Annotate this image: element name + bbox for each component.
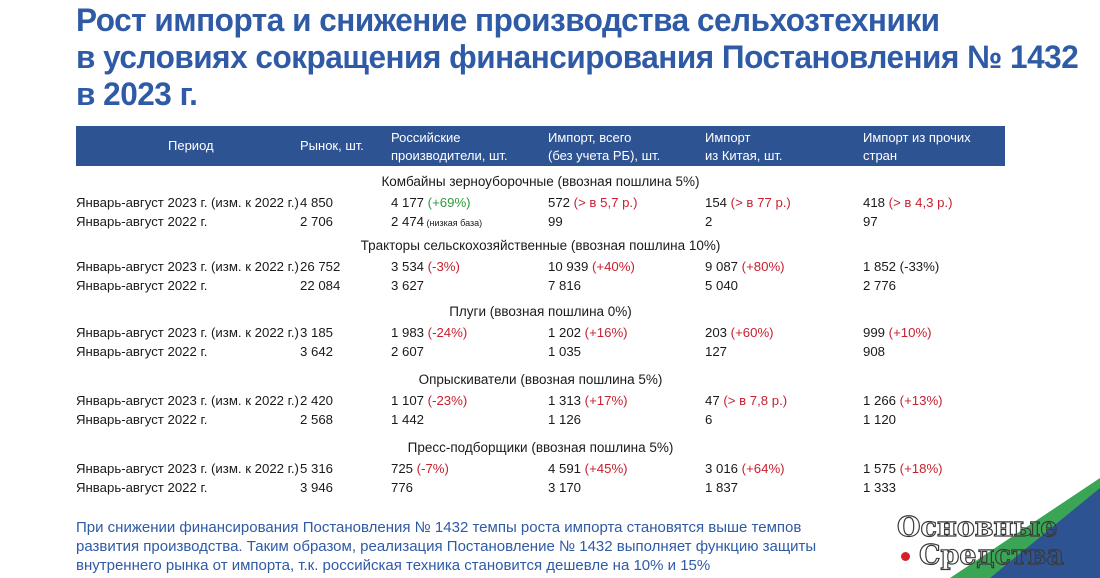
cell-ru: [391, 277, 424, 295]
cell-market: [300, 411, 333, 429]
cell-imp: [548, 324, 628, 342]
cell-value: 5 316: [300, 461, 334, 476]
cell-oth: [863, 324, 932, 342]
cell-value: 26 752: [300, 259, 341, 274]
cell-oth: [863, 460, 943, 478]
cell-oth: [863, 258, 939, 276]
cell-value: Январь-август 2022 г.: [76, 278, 208, 293]
change-badge: (+10%): [885, 325, 932, 340]
cell-value: 1 107: [391, 393, 425, 408]
cell-cn: [705, 213, 712, 231]
cell-value: 1 983: [391, 325, 425, 340]
cell-value: 1 575: [863, 461, 897, 476]
cell-value: Январь-август 2022 г.: [76, 412, 208, 427]
cell-value: 3 185: [300, 325, 334, 340]
cell-value: 9 087: [705, 259, 739, 274]
cell-period: [76, 194, 299, 212]
change-badge: (+40%): [588, 259, 635, 274]
change-badge: (+60%): [727, 325, 774, 340]
cell-cn: [705, 460, 785, 478]
cell-ru: [391, 392, 467, 410]
header-import-total: [548, 129, 660, 165]
cell-imp: [548, 392, 628, 410]
cell-imp: [548, 479, 581, 497]
cell-market: [300, 194, 333, 212]
change-badge: (+80%): [738, 259, 785, 274]
cell-period: [76, 277, 207, 295]
low-base-note: (низкая база): [424, 218, 483, 228]
cell-market: [300, 392, 333, 410]
table-row: [76, 343, 1005, 361]
cell-value: 3 642: [300, 344, 334, 359]
change-badge: (-33%): [896, 259, 940, 274]
cell-value: 3 170: [548, 480, 582, 495]
cell-value: 776: [391, 480, 414, 495]
cell-value: 4 591: [548, 461, 582, 476]
cell-ru: [391, 194, 471, 212]
cell-period: [76, 213, 207, 231]
cell-imp: [548, 460, 628, 478]
change-badge: (+18%): [896, 461, 943, 476]
cell-value: 1 202: [548, 325, 582, 340]
cell-value: 3 534: [391, 259, 425, 274]
cell-value: 1 333: [863, 480, 897, 495]
header-market: Рынок, шт.: [300, 138, 364, 153]
cell-ru: [391, 324, 467, 342]
cell-value: 1 035: [548, 344, 582, 359]
cell-ru: [391, 411, 424, 429]
cell-value: 1 126: [548, 412, 582, 427]
change-badge: (+17%): [581, 393, 628, 408]
cell-value: 97: [863, 214, 878, 229]
cell-period: [76, 479, 207, 497]
logo-line-1: Основные: [897, 512, 1058, 543]
cell-value: 725: [391, 461, 414, 476]
header-china-line1: Импорт: [705, 130, 751, 145]
cell-value: 2 776: [863, 278, 897, 293]
cell-value: 1 313: [548, 393, 582, 408]
change-badge: (-3%): [424, 259, 460, 274]
cell-value: Январь-август 2023 г. (изм. к 2022 г.): [76, 325, 299, 340]
cell-value: 3 627: [391, 278, 425, 293]
cell-period: [76, 258, 299, 276]
table-header: [76, 126, 1005, 181]
cell-cn: [705, 277, 738, 295]
change-badge: (+13%): [896, 393, 943, 408]
cell-market: [300, 479, 333, 497]
cell-imp: [548, 411, 581, 429]
change-badge: (+45%): [581, 461, 628, 476]
cell-value: 1 266: [863, 393, 897, 408]
cell-value: 203: [705, 325, 728, 340]
cell-value: 2 568: [300, 412, 334, 427]
cell-imp: [548, 277, 581, 295]
table-row: [76, 277, 1005, 295]
cell-market: [300, 460, 333, 478]
header-russian-line2: производители, шт.: [391, 148, 508, 163]
table-row: [76, 258, 1005, 276]
cell-value: 418: [863, 195, 886, 210]
cell-cn: [705, 324, 774, 342]
cell-period: [76, 411, 207, 429]
change-badge: (-7%): [413, 461, 449, 476]
cell-cn: [705, 258, 785, 276]
data-table: [76, 126, 1005, 495]
section-title: Комбайны зерноуборочные (ввозная пошлина 5%): [381, 174, 700, 189]
cell-value: 572: [548, 195, 571, 210]
cell-oth: [863, 411, 896, 429]
cell-value: Январь-август 2022 г.: [76, 344, 208, 359]
header-other-line2: (без учета РБ), шт.: [863, 166, 976, 181]
logo: [895, 512, 1095, 572]
cell-value: 47: [705, 393, 720, 408]
section-title: Пресс-подборщики (ввозная пошлина 5%): [407, 440, 674, 455]
cell-imp: [548, 343, 581, 361]
header-china-line2: из Китая, шт.: [705, 148, 783, 163]
change-badge: (+16%): [581, 325, 628, 340]
cell-value: 6: [705, 412, 713, 427]
cell-value: 7 816: [548, 278, 582, 293]
cell-market: [300, 258, 340, 276]
cell-value: 99: [548, 214, 563, 229]
page-title: [76, 2, 1079, 113]
cell-value: 999: [863, 325, 886, 340]
section-title: Опрыскиватели (ввозная пошлина 5%): [418, 372, 663, 387]
cell-value: 5 040: [705, 278, 739, 293]
header-russian: [391, 129, 508, 165]
cell-value: Январь-август 2023 г. (изм. к 2022 г.): [76, 461, 299, 476]
title-line-1: Рост импорта и снижение производства сельхозтехники: [76, 2, 940, 38]
header-russian-line1: Российские: [391, 130, 461, 145]
table-row: [76, 411, 1005, 429]
cell-value: Январь-август 2022 г.: [76, 214, 208, 229]
cell-market: [300, 277, 340, 295]
footer-line-2: развития производства. Таким образом, реализация Постановление № 1432 выполняет функцию защиты: [76, 538, 817, 555]
cell-market: [300, 213, 333, 231]
cell-imp: [548, 194, 638, 212]
section-title: Плуги (ввозная пошлина 0%): [449, 304, 632, 319]
change-badge: (> в 4,3 р.): [885, 195, 953, 210]
footer-line-1: При снижении финансирования Постановления № 1432 темпы роста импорта становятся выше темпов: [76, 519, 802, 536]
cell-cn: [705, 411, 712, 429]
cell-value: 2 607: [391, 344, 425, 359]
cell-value: 2: [705, 214, 713, 229]
cell-market: [300, 343, 333, 361]
cell-period: [76, 343, 207, 361]
cell-value: 1 837: [705, 480, 739, 495]
cell-value: 2 474: [391, 214, 425, 229]
cell-value: 2 706: [300, 214, 334, 229]
logo-dot-icon: [901, 552, 910, 561]
title-line-2: в условиях сокращения финансирования Постановления № 1432: [76, 39, 1079, 75]
cell-cn: [705, 392, 787, 410]
cell-cn: [705, 479, 738, 497]
header-import-line1: Импорт, всего: [548, 130, 632, 145]
change-badge: (+64%): [738, 461, 785, 476]
cell-cn: [705, 343, 727, 361]
cell-value: 22 084: [300, 278, 341, 293]
change-badge: (+69%): [424, 195, 471, 210]
cell-oth: [863, 277, 896, 295]
cell-value: 4 177: [391, 195, 425, 210]
cell-value: Январь-август 2023 г. (изм. к 2022 г.): [76, 259, 299, 274]
cell-oth: [863, 392, 943, 410]
cell-ru: [391, 460, 449, 478]
cell-oth: [863, 213, 878, 231]
section-title: Тракторы сельскохозяйственные (ввозная пошлина 10%): [360, 238, 721, 253]
cell-value: 3 946: [300, 480, 334, 495]
logo-line-2: Средства: [919, 540, 1064, 571]
cell-value: Январь-август 2023 г. (изм. к 2022 г.): [76, 195, 299, 210]
cell-period: [76, 392, 299, 410]
cell-imp: [548, 213, 563, 231]
change-badge: (-24%): [424, 325, 468, 340]
table-row: [76, 194, 1005, 212]
cell-market: [300, 324, 333, 342]
cell-value: 1 442: [391, 412, 425, 427]
table-row: [76, 460, 1005, 478]
footer-note: [76, 518, 876, 575]
change-badge: (> в 5,7 р.): [570, 195, 638, 210]
cell-value: 127: [705, 344, 728, 359]
cell-value: 10 939: [548, 259, 589, 274]
cell-period: [76, 324, 299, 342]
cell-value: Январь-август 2023 г. (изм. к 2022 г.): [76, 393, 299, 408]
cell-period: [76, 460, 299, 478]
cell-imp: [548, 258, 635, 276]
cell-value: 908: [863, 344, 886, 359]
cell-oth: [863, 194, 953, 212]
table-row: [76, 392, 1005, 410]
cell-value: Январь-август 2022 г.: [76, 480, 208, 495]
cell-cn: [705, 194, 791, 212]
cell-value: 1 852: [863, 259, 897, 274]
header-import-line2: (без учета РБ), шт.: [548, 148, 661, 163]
cell-value: 2 420: [300, 393, 334, 408]
header-import-china: [705, 129, 783, 165]
title-line-3: в 2023 г.: [76, 76, 198, 112]
change-badge: (> в 77 р.): [727, 195, 791, 210]
change-badge: (> в 7,8 р.): [719, 393, 788, 408]
table-row: [76, 213, 1005, 231]
change-badge: (-23%): [424, 393, 468, 408]
table-row: [76, 324, 1005, 342]
header-other-line1: Импорт из прочих стран: [863, 130, 971, 163]
cell-ru: [391, 258, 460, 276]
cell-value: 4 850: [300, 195, 334, 210]
header-period: Период: [168, 138, 214, 153]
cell-value: 3 016: [705, 461, 739, 476]
cell-ru: [391, 213, 482, 232]
cell-value: 1 120: [863, 412, 897, 427]
cell-ru: [391, 479, 413, 497]
cell-ru: [391, 343, 424, 361]
cell-oth: [863, 343, 885, 361]
footer-line-3: внутреннего рынка от импорта, т.к. российская техника становится дешевле на 10% и 15%: [76, 557, 711, 574]
cell-value: 154: [705, 195, 728, 210]
